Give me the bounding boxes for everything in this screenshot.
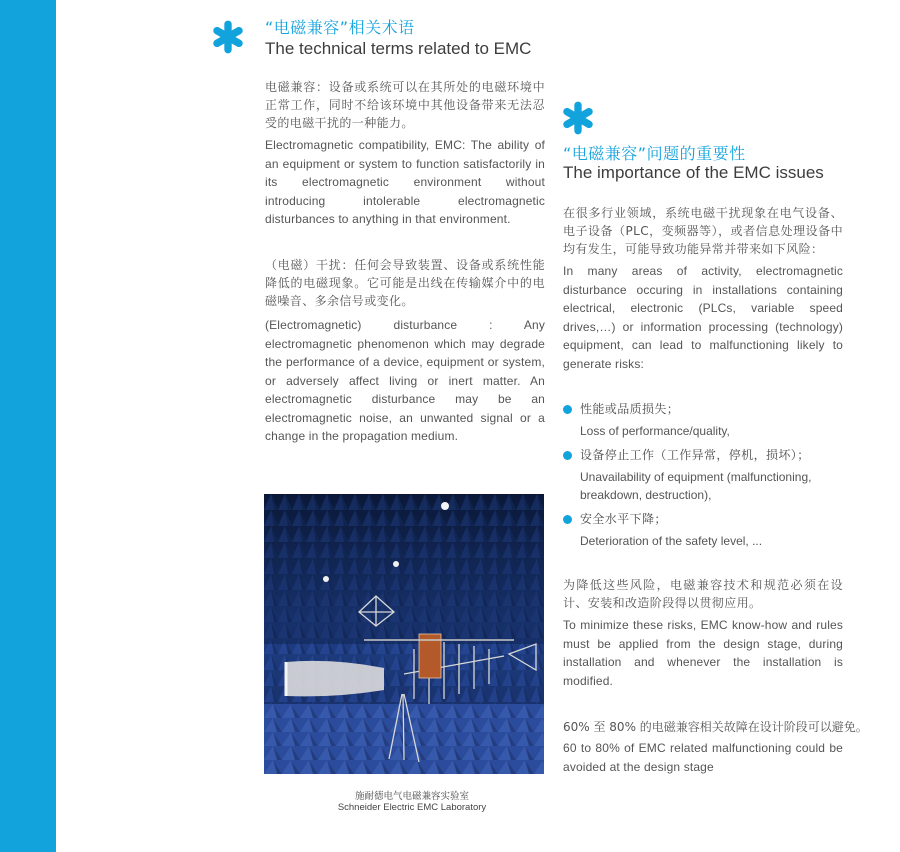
risk-list: [562, 400, 852, 556]
statistic-en: 60 to 80% of EMC related malfunctioning could be avoided at the design stage: [563, 741, 843, 774]
star-icon: [211, 20, 245, 54]
risk-label-en: Unavailability of equipment (malfunctioning, breakdown, destruction),: [580, 470, 812, 502]
section-title-en: The importance of the EMC issues: [563, 163, 824, 182]
measures-cn: 为降低这些风险，电磁兼容技术和规范必须在设计、安装和改造阶段得以贯彻应用。: [563, 578, 843, 610]
disturbance-definition-en: (Electromagnetic) disturbance : Any electromagnetic phenomenon which may degrade the performance of a device, equipment or system, or adversely affect living or inert matter. An electromagnetic disturbance may be an electromagnetic noise, an unwanted signal or a change in the propagation medium.: [265, 318, 545, 443]
section-title-cn: “电磁兼容”问题的重要性: [563, 144, 746, 163]
statistic-cn: 60% 至 80% 的电磁兼容相关故障在设计阶段可以避免。: [563, 720, 868, 734]
list-item: [562, 400, 852, 440]
risk-label-en: Loss of performance/quality,: [580, 424, 730, 438]
list-item: [562, 446, 852, 504]
emc-definition-cn: 电磁兼容：设备或系统可以在其所处的电磁环境中正常工作，同时不给该环境中其他设备带来无法忍受的电磁干扰的一种能力。: [265, 80, 545, 130]
star-icon: [561, 101, 595, 135]
risk-label-cn: 性能或品质损失；: [580, 402, 680, 416]
side-accent-bar: [0, 0, 56, 852]
photo-caption-en: Schneider Electric EMC Laboratory: [337, 802, 487, 813]
emc-laboratory-photo: [264, 494, 544, 774]
section-title-cn: “电磁兼容”相关术语: [265, 18, 415, 37]
emc-definition-en: Electromagnetic compatibility, EMC: The ability of an equipment or system to function satisfactorily in its electromagnetic environment without introducing intolerable electromagnetic disturbances to anything in that environment.: [265, 138, 545, 226]
importance-intro-cn: 在很多行业领域，系统电磁干扰现象在电气设备、电子设备（PLC，变频器等），或者信息处理设备中均有发生，可能导致功能异常并带来如下风险：: [563, 206, 843, 256]
section-title-en: The technical terms related to EMC: [265, 39, 532, 58]
risk-label-cn: 安全水平下降；: [580, 512, 667, 526]
bullet-icon: [563, 451, 572, 460]
measures-en: To minimize these risks, EMC know-how and rules must be applied from the design stage, during installation and whenever the installation is modified.: [563, 618, 843, 688]
risk-label-en: Deterioration of the safety level, ...: [580, 534, 763, 548]
risk-label-cn: 设备停止工作（工作异常，停机，损坏）；: [580, 448, 810, 462]
disturbance-definition-cn: （电磁）干扰：任何会导致装置、设备或系统性能降低的电磁现象。它可能是出线在传输媒介中的电磁噪音、多余信号或变化。: [265, 258, 545, 308]
bullet-icon: [563, 515, 572, 524]
photo-caption-cn: 施耐德电气电磁兼容实验室: [354, 791, 469, 802]
importance-intro-en: In many areas of activity, electromagnetic disturbance occuring in installations containing electrical, electronic (PLCs, variable speed drives,…) or information processing (technology) equipment, can lead to malfunctioning likely to generate risks:: [563, 264, 843, 371]
list-item: [562, 510, 852, 550]
bullet-icon: [563, 405, 572, 414]
